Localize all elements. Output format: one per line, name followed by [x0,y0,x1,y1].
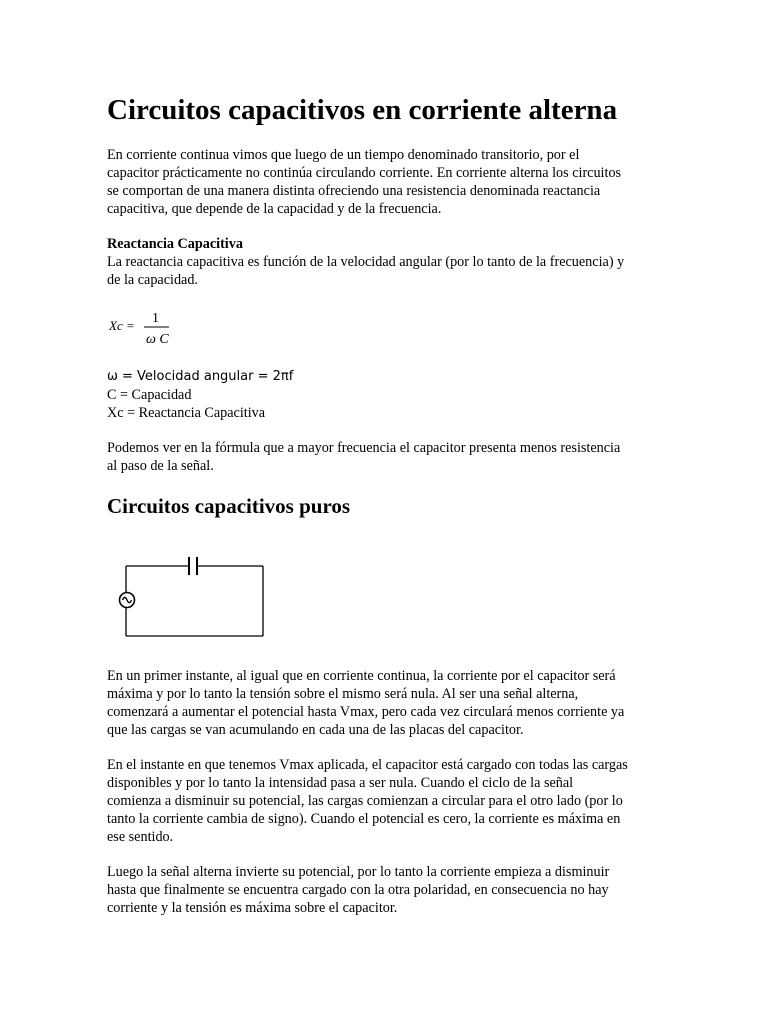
text-line: máxima y por lo tanto la tensión sobre el mismo será nula. Al ser una señal alterna, [107,686,579,702]
text-line: En el instante en que tenemos Vmax aplicada, el capacitor está cargado con todas las cargas [107,757,628,773]
text-line: se comportan de una manera distinta ofreciendo una resistencia denominada reactancia [107,183,601,199]
text-line: capacitiva, que depende de la capacidad y de la frecuencia. [107,201,442,217]
paragraph-3 [107,863,667,917]
section-title: Circuitos capacitivos puros [107,494,351,518]
intro-paragraph [107,146,667,218]
text-line: corriente y la tensión es máxima sobre el capacitor. [107,900,398,916]
text-line: de la capacidad. [107,272,198,288]
formula-numerator: 1 [152,311,159,326]
formula-denominator: ω C [146,332,169,347]
text-line: comienza a disminuir su potencial, las cargas comienzan a circular para el otro lado (por lo [107,793,623,809]
text-line: La reactancia capacitiva es función de la velocidad angular (por lo tanto de la frecuencia) y [107,254,625,270]
text-line: hasta que finalmente se encuentra cargado con la otra polaridad, en consecuencia no hay [107,882,609,898]
text-line: disponibles y por lo tanto la intensidad pasa a ser nula. Cuando el ciclo de la señal [107,775,574,791]
text-line: Luego la señal alterna invierte su potencial, por lo tanto la corriente empieza a disminuir [107,864,610,880]
formula-note-paragraph [107,439,667,475]
reactance-paragraph [107,235,667,289]
reactance-heading: Reactancia Capacitiva [107,236,243,252]
circuit-diagram [118,552,268,640]
symbol-definitions [107,368,627,422]
formula-lhs: Xc = [109,318,135,333]
sine-wave-icon [123,597,132,602]
text-line: Podemos ver en la fórmula que a mayor frecuencia el capacitor presenta menos resistencia [107,440,621,456]
page-title: Circuitos capacitivos en corriente alterna [107,94,618,126]
symbol-c: C = Capacidad [107,387,192,403]
text-line: que las cargas se van acumulando en cada una de las placas del capacitor. [107,722,524,738]
symbol-xc: Xc = Reactancia Capacitiva [107,405,266,421]
text-line: En un primer instante, al igual que en corriente continua, la corriente por el capacitor será [107,668,616,684]
text-line: al paso de la señal. [107,458,214,474]
text-line: ese sentido. [107,829,174,845]
reactance-formula [108,308,178,352]
text-line: En corriente continua vimos que luego de un tiempo denominado transitorio, por el [107,147,580,163]
text-line: comenzará a aumentar el potencial hasta Vmax, pero cada vez circulará menos corriente ya [107,704,625,720]
paragraph-1 [107,667,667,739]
symbol-omega: ω = Velocidad angular = 2πf [107,369,294,384]
text-line: tanto la corriente cambia de signo). Cuando el potencial es cero, la corriente es máxima en [107,811,621,827]
text-line: capacitor prácticamente no continúa circulando corriente. En corriente alterna los circuitos [107,165,622,181]
paragraph-2 [107,756,667,846]
